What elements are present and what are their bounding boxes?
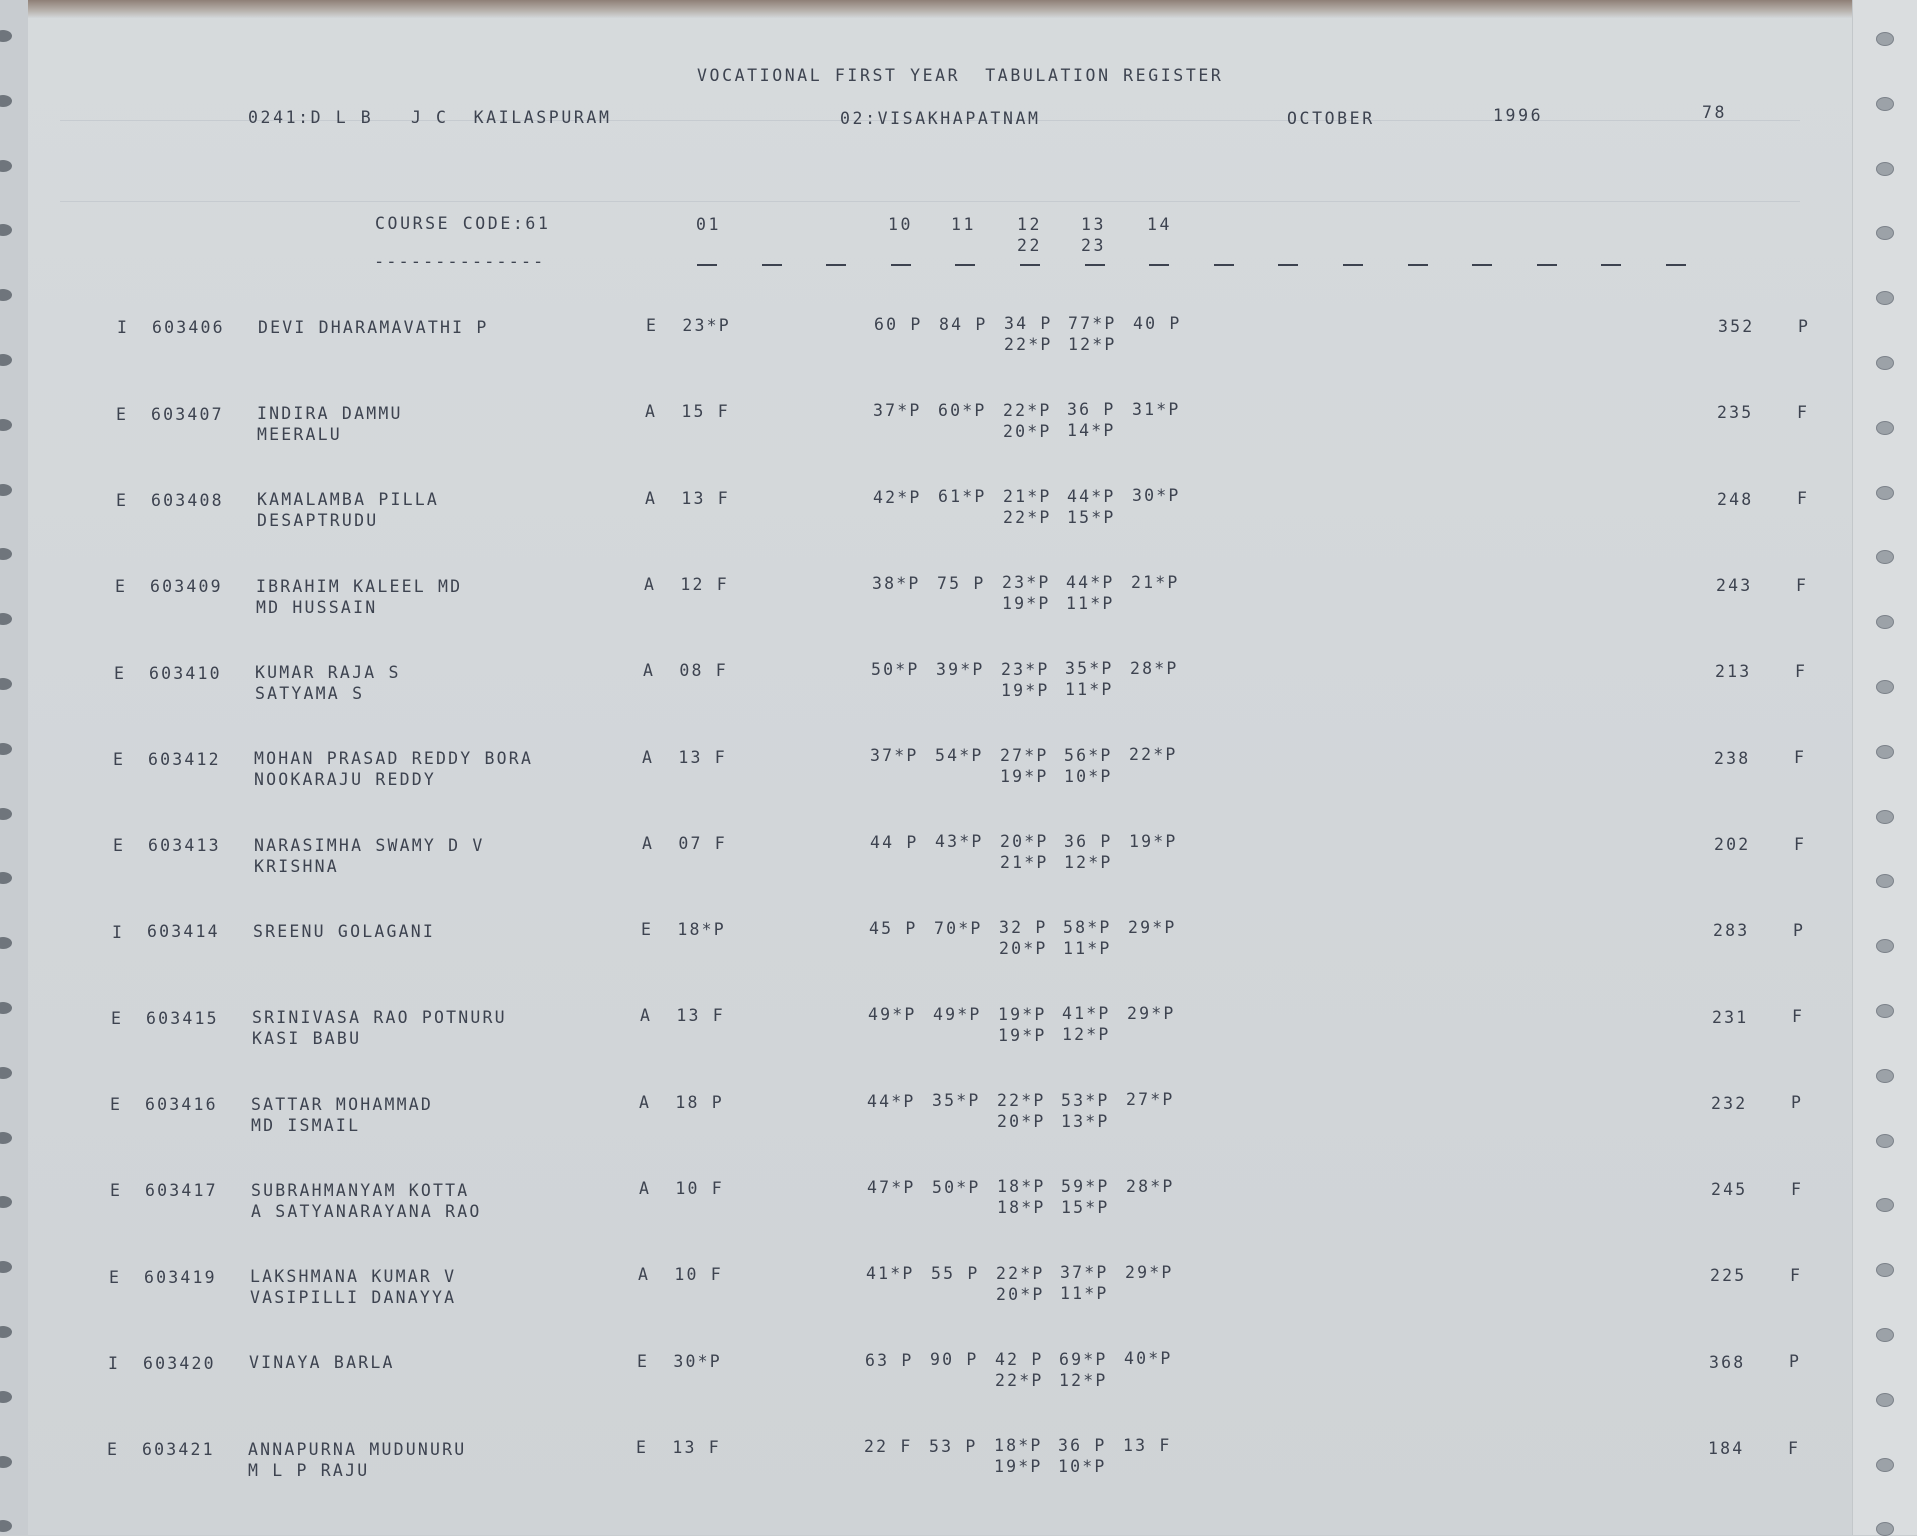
mark-23: 13*P (1061, 1111, 1110, 1131)
mark-12: 22*P (997, 1091, 1046, 1111)
mark-10: 60 P (874, 314, 923, 334)
total-marks: 235 (1717, 403, 1754, 423)
mark-23: 15*P (1067, 507, 1116, 527)
mark-23: 11*P (1066, 593, 1115, 613)
mark-14: 28*P (1126, 1176, 1175, 1196)
column-dash (1149, 264, 1169, 266)
mark-11: 90 P (930, 1350, 979, 1370)
mark-12: 22*P (996, 1263, 1045, 1283)
roll-number: 603412 (148, 749, 221, 769)
roll-number: 603406 (152, 318, 225, 338)
column-header-01: 01 (696, 215, 722, 234)
mark-14: 19*P (1129, 831, 1178, 851)
candidate-name: SRINIVASA RAO POTNURU (252, 1008, 507, 1028)
part1-mark: A 15 F (645, 402, 730, 422)
roll-number: 603407 (151, 404, 224, 424)
district-name: 02:VISAKHAPATNAM (840, 109, 1041, 128)
mark-11: 53 P (929, 1436, 978, 1456)
mark-14: 29*P (1125, 1263, 1174, 1283)
bleed-through-band (60, 120, 1800, 202)
total-marks: 248 (1717, 489, 1754, 509)
tractor-hole (1876, 1069, 1894, 1083)
mark-12: 20*P (1000, 832, 1049, 852)
mark-23: 11*P (1060, 1284, 1109, 1304)
mark-11: 60*P (938, 400, 987, 420)
page-number: 78 (1702, 103, 1728, 122)
course-code: COURSE CODE:61 (375, 214, 551, 233)
father-name: A SATYANARAYANA RAO (251, 1201, 482, 1221)
mark-14: 29*P (1128, 917, 1177, 937)
result-status: F (1790, 1266, 1803, 1286)
result-status: F (1796, 575, 1809, 595)
result-status: F (1794, 748, 1807, 768)
part1-mark: A 10 F (638, 1265, 723, 1285)
mark-11: 54*P (935, 746, 984, 766)
mark-13: 53*P (1061, 1090, 1110, 1110)
mark-23: 12*P (1064, 852, 1113, 872)
total-marks: 231 (1712, 1007, 1749, 1027)
father-name: SATYAMA S (255, 684, 365, 703)
father-name: MD ISMAIL (251, 1115, 361, 1135)
roll-number: 603419 (144, 1267, 217, 1287)
tractor-hole (1876, 1393, 1894, 1407)
tractor-hole (1876, 486, 1894, 500)
column-dash (1343, 264, 1363, 266)
mark-23: 12*P (1062, 1025, 1111, 1045)
course-code-underline: -------------- (374, 252, 546, 272)
part1-mark: E 30*P (637, 1351, 722, 1371)
part1-mark: A 13 F (640, 1006, 725, 1026)
mark-10: 44*P (867, 1091, 916, 1111)
total-marks: 225 (1710, 1266, 1747, 1286)
record-flag: E (115, 577, 128, 597)
mark-10: 63 P (865, 1350, 914, 1370)
mark-12: 23*P (1002, 573, 1051, 593)
record-flag: E (116, 404, 129, 424)
mark-22: 19*P (1000, 766, 1049, 786)
column-dash (1537, 264, 1557, 266)
result-status: F (1794, 834, 1807, 854)
candidate-name: IBRAHIM KALEEL MD (256, 576, 463, 596)
mark-13: 56*P (1064, 745, 1113, 765)
column-dash (1020, 264, 1040, 266)
candidate-name: ANNAPURNA MUDUNURU (248, 1439, 467, 1459)
result-status: P (1793, 920, 1806, 940)
mark-11: 39*P (936, 659, 985, 679)
mark-11: 43*P (935, 832, 984, 852)
mark-10: 42*P (873, 487, 922, 507)
mark-14: 29*P (1127, 1004, 1176, 1024)
column-dash (1214, 264, 1234, 266)
mark-12: 18*P (997, 1177, 1046, 1197)
column-dash (955, 264, 975, 266)
column-header-14: 14 (1147, 215, 1173, 234)
total-marks: 243 (1716, 576, 1753, 595)
father-name: MD HUSSAIN (256, 597, 378, 617)
father-name: NOOKARAJU REDDY (254, 770, 437, 790)
mark-10: 47*P (867, 1177, 916, 1197)
mark-11: 61*P (938, 487, 987, 507)
roll-number: 603408 (151, 490, 224, 510)
mark-22: 20*P (1003, 421, 1052, 441)
part1-mark: A 13 F (642, 747, 727, 767)
mark-12: 19*P (998, 1004, 1047, 1024)
mark-12: 32 P (999, 918, 1048, 938)
father-name: KASI BABU (252, 1029, 362, 1049)
candidate-name: LAKSHMANA KUMAR V (250, 1267, 457, 1287)
part1-mark: E 23*P (646, 316, 731, 336)
record-flag: E (114, 663, 127, 683)
result-status: F (1792, 1007, 1805, 1027)
roll-number: 603409 (150, 577, 223, 597)
father-name: DESAPTRUDU (257, 511, 379, 531)
mark-13: 36 P (1064, 831, 1113, 851)
mark-13: 44*P (1067, 486, 1116, 506)
result-status: P (1791, 1093, 1804, 1113)
mark-12: 22*P (1003, 400, 1052, 420)
mark-14: 13 F (1123, 1435, 1172, 1455)
part1-mark: A 18 P (639, 1092, 724, 1112)
total-marks: 283 (1713, 921, 1750, 941)
tractor-hole (1876, 1004, 1894, 1018)
part1-mark: A 10 F (639, 1179, 724, 1199)
candidate-name: SUBRAHMANYAM KOTTA (251, 1180, 470, 1200)
father-name: KRISHNA (254, 856, 339, 876)
tractor-hole (1876, 810, 1894, 824)
column-dash (762, 264, 782, 266)
part1-mark: E 18*P (641, 920, 726, 940)
mark-23: 14*P (1067, 421, 1116, 441)
tractor-hole (1876, 97, 1894, 111)
mark-14: 30*P (1132, 486, 1181, 506)
column-dash (697, 264, 717, 266)
mark-13: 35*P (1065, 659, 1114, 679)
result-status: F (1788, 1438, 1801, 1458)
mark-14: 40*P (1124, 1349, 1173, 1369)
college-code: 0241:D L B J C KAILASPURAM (248, 108, 612, 127)
column-dash (1278, 264, 1298, 266)
record-flag: E (111, 1008, 124, 1028)
mark-22: 20*P (997, 1112, 1046, 1132)
candidate-name: SATTAR MOHAMMAD (251, 1094, 434, 1114)
mark-11: 75 P (937, 573, 986, 593)
mark-23: 11*P (1063, 939, 1112, 959)
mark-10: 49*P (868, 1005, 917, 1025)
mark-14: 40 P (1133, 313, 1182, 333)
result-status: P (1798, 316, 1811, 336)
column-dash (1666, 264, 1686, 266)
mark-11: 55 P (931, 1263, 980, 1283)
result-status: F (1797, 403, 1810, 423)
mark-12: 34 P (1004, 314, 1053, 334)
candidate-name: DEVI DHARAMAVATHI P (258, 317, 489, 337)
record-flag: I (117, 318, 130, 338)
mark-10: 37*P (873, 401, 922, 421)
mark-23: 10*P (1058, 1456, 1107, 1476)
mark-14: 21*P (1131, 572, 1180, 592)
mark-11: 70*P (934, 918, 983, 938)
mark-10: 45 P (869, 919, 918, 939)
tractor-hole (1876, 162, 1894, 176)
father-name: M L P RAJU (248, 1460, 370, 1480)
candidate-name: KUMAR RAJA S (255, 663, 401, 682)
column-dash (1601, 264, 1621, 266)
mark-10: 38*P (872, 573, 921, 593)
exam-year: 1996 (1493, 106, 1544, 125)
candidate-name: NARASIMHA SWAMY D V (254, 835, 485, 855)
mark-22: 20*P (999, 939, 1048, 959)
tractor-hole (1876, 356, 1894, 370)
mark-23: 12*P (1068, 335, 1117, 355)
tractor-hole (1876, 1522, 1894, 1536)
mark-11: 50*P (932, 1177, 981, 1197)
roll-number: 603421 (142, 1440, 215, 1460)
total-marks: 245 (1711, 1180, 1748, 1200)
mark-12: 18*P (994, 1436, 1043, 1456)
record-flag: E (110, 1095, 123, 1115)
record-flag: E (113, 836, 126, 856)
tractor-hole (1876, 421, 1894, 435)
tractor-hole (1876, 1458, 1894, 1472)
record-flag: E (113, 749, 126, 769)
mark-14: 22*P (1129, 745, 1178, 765)
mark-22: 22*P (1003, 507, 1052, 527)
father-name: MEERALU (257, 425, 342, 445)
mark-12: 23*P (1001, 659, 1050, 679)
mark-23: 12*P (1059, 1370, 1108, 1390)
record-flag: E (116, 491, 129, 511)
mark-11: 84 P (939, 314, 988, 334)
column-header-22: 22 (1017, 236, 1043, 255)
mark-22: 22*P (995, 1370, 1044, 1390)
exam-month: OCTOBER (1287, 109, 1375, 128)
part1-mark: A 07 F (642, 833, 727, 853)
record-flag: E (107, 1440, 120, 1460)
mark-23: 15*P (1061, 1198, 1110, 1218)
mark-10: 41*P (866, 1264, 915, 1284)
mark-22: 19*P (994, 1457, 1043, 1477)
candidate-name: SREENU GOLAGANI (253, 921, 436, 941)
tractor-hole (1876, 745, 1894, 759)
mark-13: 36 P (1067, 400, 1116, 420)
mark-13: 36 P (1058, 1435, 1107, 1455)
column-dash (891, 264, 911, 266)
record-flag: E (109, 1267, 122, 1287)
total-marks: 213 (1715, 662, 1752, 682)
column-header-23: 23 (1081, 236, 1107, 255)
mark-10: 44 P (870, 832, 919, 852)
record-flag: E (110, 1181, 123, 1201)
part1-mark: A 08 F (643, 661, 728, 681)
mark-22: 19*P (1002, 594, 1051, 614)
mark-13: 37*P (1060, 1263, 1109, 1283)
record-flag: I (112, 922, 125, 942)
tractor-hole (1876, 1328, 1894, 1342)
mark-13: 41*P (1062, 1004, 1111, 1024)
tractor-hole (1876, 32, 1894, 46)
roll-number: 603417 (145, 1181, 218, 1201)
candidate-name: VINAYA BARLA (249, 1353, 395, 1373)
roll-number: 603420 (143, 1353, 216, 1373)
roll-number: 603416 (145, 1095, 218, 1114)
roll-number: 603415 (146, 1008, 219, 1028)
column-header-11: 11 (951, 215, 977, 234)
result-status: F (1791, 1179, 1804, 1199)
mark-13: 58*P (1063, 918, 1112, 938)
mark-14: 28*P (1130, 658, 1179, 678)
column-header-10: 10 (888, 215, 914, 234)
mark-12: 21*P (1003, 486, 1052, 506)
mark-23: 11*P (1065, 680, 1114, 700)
mark-22: 22*P (1004, 335, 1053, 355)
column-header-13: 13 (1081, 215, 1107, 234)
total-marks: 238 (1714, 748, 1751, 768)
total-marks: 202 (1714, 834, 1751, 854)
mark-13: 59*P (1061, 1177, 1110, 1197)
candidate-name: KAMALAMBA PILLA (257, 490, 440, 510)
column-header-12: 12 (1017, 215, 1043, 234)
mark-11: 49*P (933, 1005, 982, 1025)
mark-22: 21*P (1000, 853, 1049, 873)
father-name: VASIPILLI DANAYYA (250, 1288, 457, 1308)
mark-22: 20*P (996, 1284, 1045, 1304)
total-marks: 184 (1708, 1439, 1745, 1458)
mark-13: 69*P (1059, 1349, 1108, 1369)
column-dash (826, 264, 846, 266)
result-status: F (1795, 661, 1808, 681)
mark-22: 19*P (1001, 680, 1050, 700)
mark-23: 10*P (1064, 766, 1113, 786)
mark-12: 27*P (1000, 745, 1049, 765)
mark-14: 31*P (1132, 400, 1181, 420)
roll-number: 603413 (148, 836, 221, 856)
part1-mark: E 13 F (636, 1437, 721, 1457)
register-title: VOCATIONAL FIRST YEAR TABULATION REGISTER (697, 66, 1224, 85)
mark-10: 22 F (864, 1436, 913, 1456)
mark-22: 18*P (997, 1198, 1046, 1218)
total-marks: 232 (1711, 1093, 1748, 1113)
mark-12: 42 P (995, 1349, 1044, 1369)
part1-mark: A 13 F (645, 488, 730, 508)
mark-10: 37*P (870, 746, 919, 766)
total-marks: 368 (1709, 1352, 1746, 1372)
roll-number: 603414 (147, 922, 220, 942)
result-status: F (1797, 489, 1810, 509)
part1-mark: A 12 F (644, 574, 729, 594)
candidate-name: MOHAN PRASAD REDDY BORA (254, 749, 534, 769)
mark-11: 35*P (932, 1091, 981, 1111)
sheet-top-edge (0, 0, 1917, 18)
mark-13: 77*P (1068, 314, 1117, 334)
mark-13: 44*P (1066, 572, 1115, 592)
mark-10: 50*P (871, 660, 920, 680)
tractor-hole (1876, 1134, 1894, 1148)
total-marks: 352 (1718, 317, 1755, 337)
mark-22: 19*P (998, 1025, 1047, 1045)
roll-number: 603410 (149, 663, 222, 683)
tractor-hole (1876, 680, 1894, 694)
column-dash (1472, 264, 1492, 266)
result-status: P (1789, 1352, 1802, 1372)
candidate-name: INDIRA DAMMU (257, 404, 403, 424)
column-dash (1085, 264, 1105, 266)
mark-14: 27*P (1126, 1090, 1175, 1110)
record-flag: I (108, 1354, 121, 1374)
column-dash (1408, 264, 1428, 266)
